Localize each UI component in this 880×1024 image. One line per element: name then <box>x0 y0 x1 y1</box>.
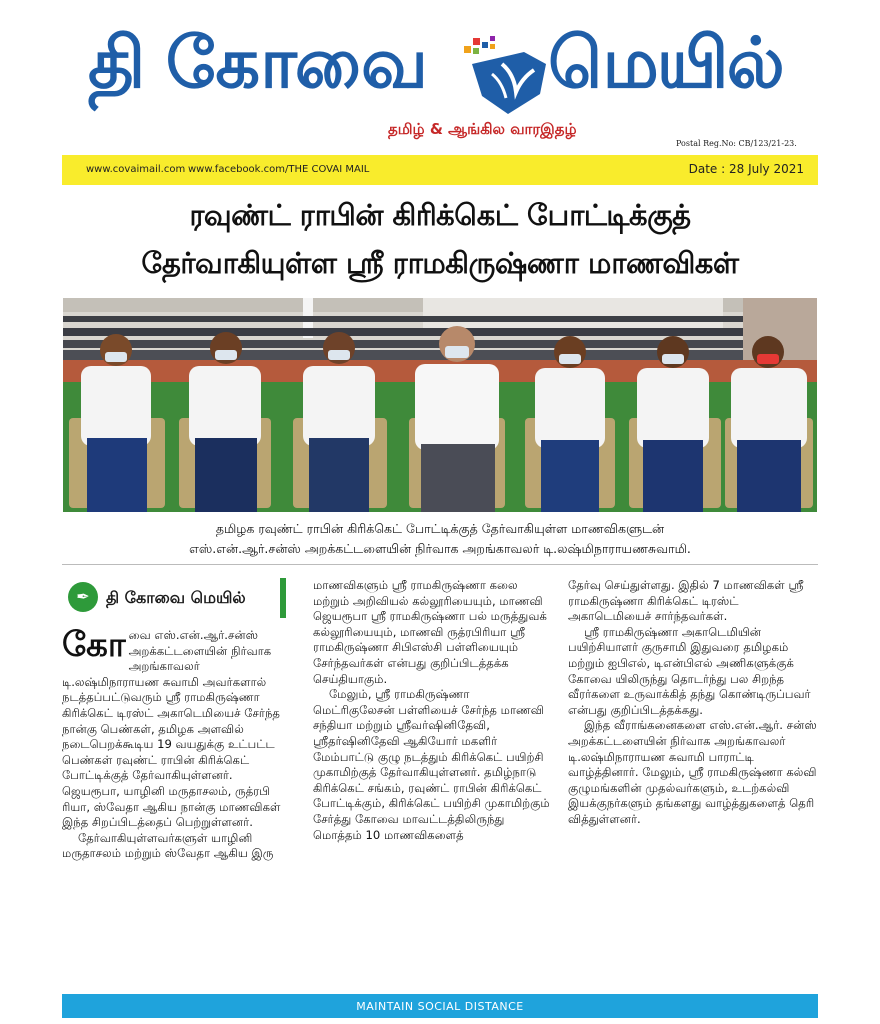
brand-box <box>62 578 286 618</box>
facebook-link[interactable]: www.facebook.com/THE COVAI MAIL <box>188 164 370 175</box>
paragraph: தேர்வு செய்துள்ளது. இதில் 7 மாணவிகள் ஸ்ரீ ராமகிருஷ்ணா கிரிக்கெட் டிரஸ்ட் அகாடெமியைச் சார்ந்தவர்கள். <box>568 578 804 624</box>
divider <box>62 564 818 565</box>
paragraph: மாணவிகளும் ஸ்ரீ ராமகிருஷ்ணா கலை மற்றும் அறிவியல் கல்லூரியையும், மாணவி ஜெயரூபா ஸ்ரீ ராமகிருஷ்ணா பல் மருத்துவக் கல்லூரியையும், மாணவி ருத்ரபிரியா ஸ்ரீ ராமகிருஷ்ணா சிபிஎஸ்சி பள்ளியையும் சேர்ந்தவர்கள் என்பது குறிப்பிடத்தக்க செய்தியாகும். <box>313 578 547 686</box>
masthead <box>0 0 880 160</box>
paragraph: தேர்வாகியுள்ளவர்களுள் யாழினி மருதாசலம் மற்றும் ஸ்வேதா ஆகிய இரு <box>62 830 274 861</box>
group-photo <box>63 298 817 512</box>
postal-registration: Postal Reg.No: CB/123/21-23. <box>676 139 797 148</box>
issue-date: Date : 28 July 2021 <box>688 162 804 176</box>
paragraph: மேலும், ஸ்ரீ ராமகிருஷ்ணா மெட்ரிகுலேசன் பள்ளியைச் சேர்ந்த மாணவி சந்தியா மற்றும் ஸ்ரீவர்ஷினிதேவி, ஸ்ரீதர்ஷினிதேவி ஆகியோர் மகளிர் மேம்பாட்டு குழு நடத்தும் கிரிக்கெட் பயிற்சி முகாமிற்குத் தேர்வாகியுள்ளனர். தமிழ்நாடு கிரிக்கெட் சங்கம், ரவுண்ட் ராபின் கிரிக்கெட் போட்டிக்கும், கிரிக்கெட் பயிற்சி முகாமிற்கும் சேர்த்து கோவை மாவட்டத்திலிருந்து மொத்தம் 10 மாணவிகளைத் <box>313 687 550 842</box>
photo-caption-line-2: எஸ்.என்.ஆர்.சன்ஸ் அறக்கட்டளையின் நிர்வாக அறங்காவலர் டி.லஷ்மிநாராயணசுவாமி. <box>189 541 691 556</box>
article-column-2 <box>313 578 551 843</box>
pen-nib-icon: ✒ <box>68 582 98 612</box>
brand-box-title: தி கோவை மெயில் <box>106 588 246 607</box>
article-column-1 <box>62 625 288 862</box>
headline-line-1: ரவுண்ட் ராபின் கிரிக்கெட் போட்டிக்குத் <box>189 198 691 232</box>
headline-line-2: தேர்வாகியுள்ள ஸ்ரீ ராமகிருஷ்ணா மாணவிகள் <box>141 246 739 280</box>
paragraph: இந்த வீராங்கனைகளை எஸ்.என்.ஆர். சன்ஸ் அறக்கட்டளையின் நிர்வாக அறங்காவலர் டி.லஷ்மிநாராயண சுவாமி பாராட்டி வாழ்த்தினார். மேலும், ஸ்ரீ ராமகிருஷ்ணா கல்வி குழுமங்களின் முதல்வர்களும், உடற்கல்வி இயக்குநர்களும் தங்களது வாழ்த்துகளைத் தெரி வித்துள்ளனர். <box>568 718 817 826</box>
info-bar <box>62 155 818 185</box>
brand-title-left: தி கோவை <box>88 22 427 104</box>
brand-title-right: மெயில் <box>548 22 783 104</box>
article-column-3 <box>568 578 818 828</box>
paragraph: ஸ்ரீ ராமகிருஷ்ணா அகாடெமியின் பயிற்சியாளர் குருசாமி இதுவரை தமிழகம் மற்றும் ஐபிஎல், டிஎன்பிஎல் அணிகளுக்குக் கோவை யிலிருந்து தொடர்ந்து பல சிறந்த வீரர்களை உருவாக்கித் தந்து கொண்டிருப்பவர் என்பது குறிப்பிடத்தக்கது. <box>568 624 811 717</box>
website-link[interactable]: www.covaimail.com <box>86 164 186 175</box>
footer-message: MAINTAIN SOCIAL DISTANCE <box>356 1000 524 1013</box>
logo-icon <box>462 34 550 116</box>
drop-cap: கோ <box>62 625 126 665</box>
footer-bar <box>62 994 818 1018</box>
tagline: தமிழ் & ஆங்கில வாரஇதழ் <box>388 120 577 138</box>
photo-caption-line-1: தமிழக ரவுண்ட் ராபின் கிரிக்கெட் போட்டிக்குத் தேர்வாகியுள்ள மாணவிகளுடன் <box>215 521 665 536</box>
paragraph: வை எஸ்.என்.ஆர்.சன்ஸ் அறக்கட்டளையின் நிர்வாக அறங்காவலர் டி.லஷ்மிநாராயண சுவாமி அவர்களால் நடத்தப்பட்டுவரும் ஸ்ரீ ராமகிருஷ்ணா கிரிக்கெட் டிரஸ்ட் அகாடெமியைச் சேர்ந்த நான்கு பெண்கள், தமிழக அளவில் நடைபெறக்கூடிய 19 வயதுக்கு உட்பட்ட பெண்கள் ரவுண்ட் ராபின் கிரிக்கெட் போட்டிக்குத் தேர்வாகியுள்ளனர். ஜெயரூபா, யாழினி மருதாசலம், ருத்ரபி ரியா, ஸ்வேதா ஆகிய நான்கு மாணவிகள் இந்த சிறப்பிடத்தைப் பெற்றுள்ளனர். <box>62 628 281 830</box>
